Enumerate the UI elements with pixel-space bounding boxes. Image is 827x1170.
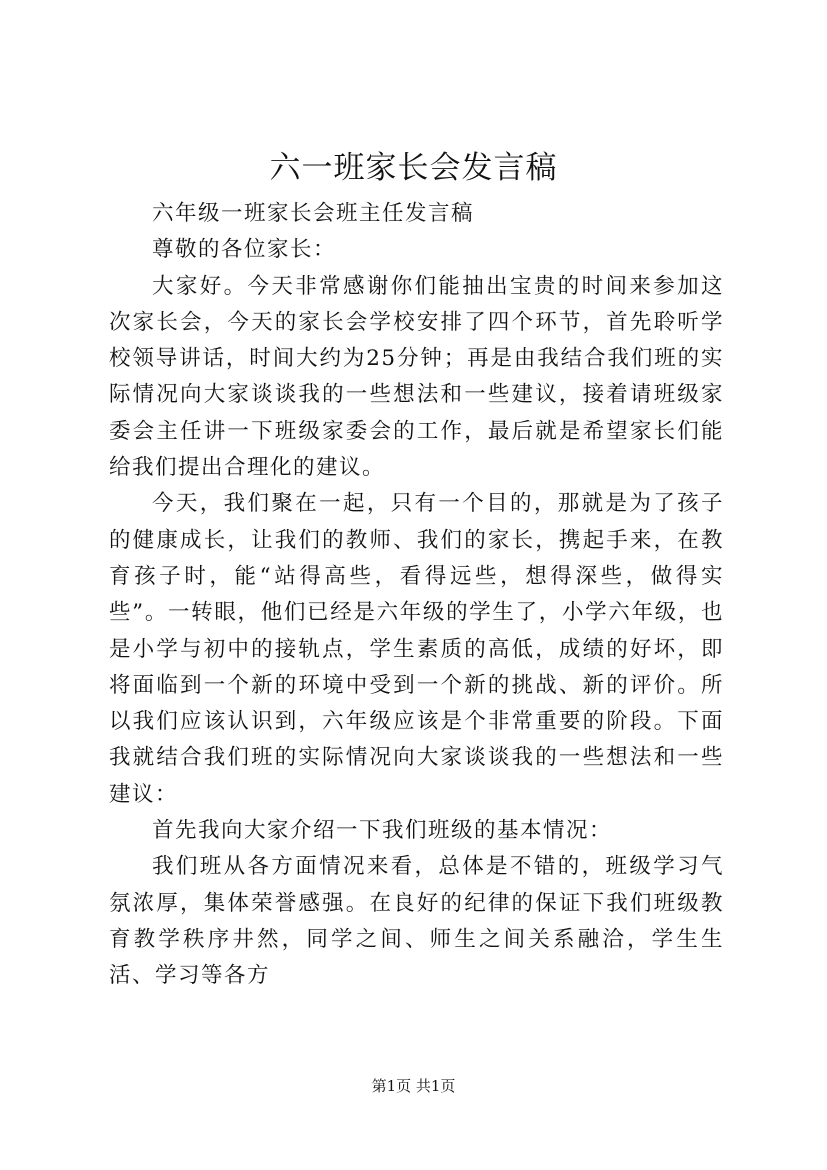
paragraph-class-situation: 我们班从各方面情况来看，总体是不错的，班级学习气氛浓厚，集体荣誉感强。在良好的纪律的保证下我们班级教育教学秩序井然，同学之间、师生之间关系融洽，学生生活、学习等各方 — [109, 854, 724, 989]
paragraph-greeting: 大家好。今天非常感谢你们能抽出宝贵的时间来参加这次家长会，今天的家长会学校安排了四个环节，首先聆听学校领导讲话，时间大约为25分钟；再是由我结合我们班的实际情况向大家谈谈我的一些想法和一些建议，接着请班级家委会主任讲一下班级家委会的工作，最后就是希望家长们能给我们提出合理化的建议。 — [109, 273, 724, 481]
paragraph-salutation: 尊敬的各位家长： — [152, 237, 337, 263]
paragraph-subtitle: 六年级一班家长会班主任发言稿 — [152, 201, 475, 226]
document-title: 六一班家长会发言稿 — [269, 150, 558, 186]
document-body — [109, 196, 724, 995]
page-footer: 第1页 共1页 — [371, 1077, 456, 1095]
paragraph-intro: 首先我向大家介绍一下我们班级的基本情况： — [152, 818, 613, 844]
paragraph-purpose: 今天，我们聚在一起，只有一个目的，那就是为了孩子的健康成长，让我们的教师、我们的家长，携起手来，在教育孩子时，能“站得高些，看得远些，想得深些，做得实些”。一转眼，他们已经是六年级的学生了，小学六年级，也是小学与初中的接轨点，学生素质的高低，成绩的好坏，即将面临到一个新的环境中受到一个新的挑战、新的评价。所以我们应该认识到，六年级应该是个非常重要的阶段。下面我就结合我们班的实际情况向大家谈谈我的一些想法和一些建议： — [109, 491, 724, 807]
